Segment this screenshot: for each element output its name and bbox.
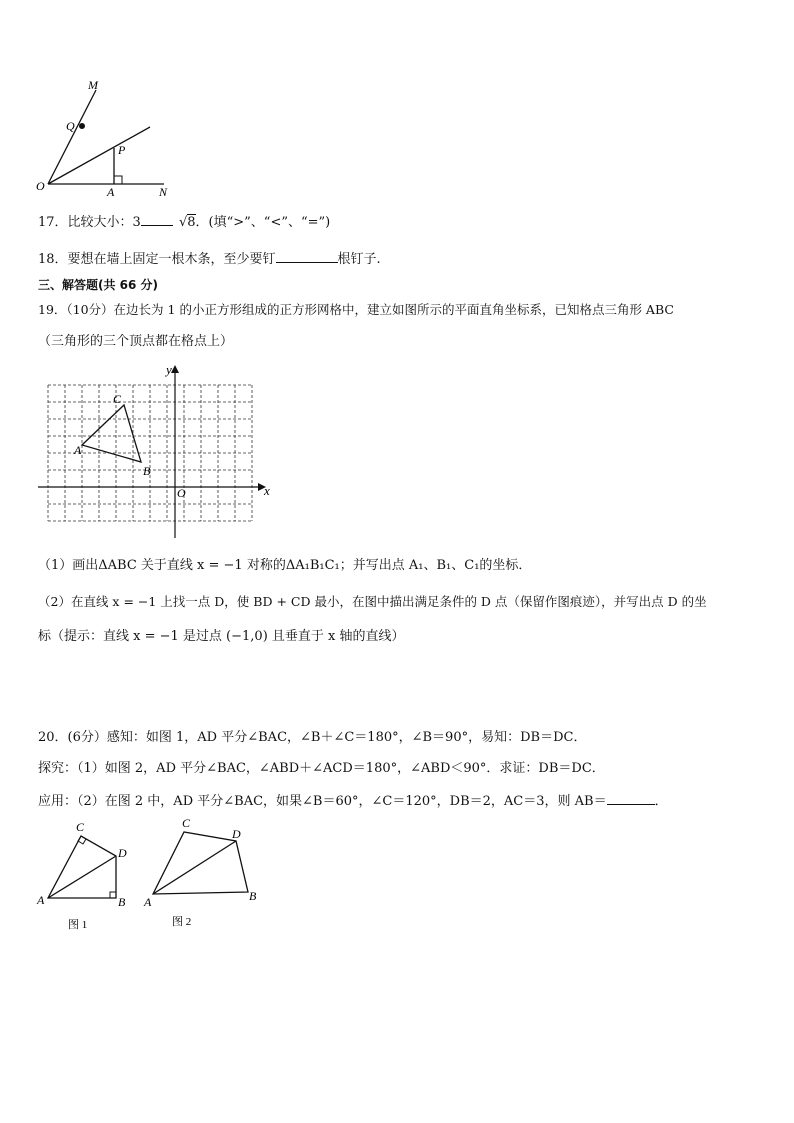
label-o: O	[36, 179, 45, 193]
figure-1	[34, 818, 134, 936]
coordinate-grid-figure	[36, 362, 276, 540]
y-axis-arrow	[171, 365, 179, 373]
q20-line1: 20．(6分）感知：如图 1，AD 平分∠BAC，∠B＋∠C＝180°，∠B＝90°，易知：DB＝DC．	[38, 730, 587, 745]
q20-line3-prefix: 应用：（2）在图 2 中，AD 平分∠BAC，如果∠B＝60°，∠C＝120°，DB＝2，AC＝3，则 AB＝	[38, 794, 607, 809]
q17-prefix: 17．比较大小：3	[38, 215, 141, 230]
label-q: Q	[66, 119, 75, 133]
label-y: y	[166, 362, 172, 377]
q19-line2: （三角形的三个顶点都在格点上）	[38, 334, 234, 349]
right-angle-b	[110, 892, 116, 898]
section-heading: 三、解答题(共 66 分)	[38, 278, 159, 292]
ray-op	[48, 127, 150, 184]
question-18	[38, 249, 381, 269]
label-m: M	[88, 78, 98, 92]
label-b: B	[143, 464, 151, 478]
label-x: x	[264, 483, 270, 498]
label-b: B	[249, 889, 257, 903]
q19-part2-line2: 标（提示：直线 x = −1 是过点 (−1,0) 且垂直于 x 轴的直线）	[38, 629, 405, 644]
label-d: D	[118, 846, 127, 860]
right-angle-mark	[114, 176, 122, 184]
q20-answer-blank[interactable]	[607, 791, 655, 805]
segment-ad	[48, 856, 116, 898]
q20-line3-suffix: ．	[654, 794, 668, 809]
q19-part1: （1）画出ΔABC 关于直线 x = −1 对称的ΔA₁B₁C₁；并写出点 A₁、B₁、C₁的坐标．	[38, 558, 532, 573]
q18-answer-blank[interactable]	[276, 249, 338, 263]
figure-2	[142, 814, 270, 934]
angle-figure	[34, 76, 184, 200]
q19-part2-line1: （2）在直线 x = −1 上找一点 D，使 BD + CD 最小，在图中描出满足条件的 D 点（保留作图痕迹），并写出点 D 的坐	[38, 594, 707, 609]
figure-2-caption: 图 2	[172, 916, 192, 928]
quadrilateral-acdb	[48, 836, 116, 898]
label-a: A	[74, 443, 82, 457]
label-c: C	[182, 816, 191, 830]
sqrt-sign: √	[178, 215, 188, 230]
label-a: A	[144, 895, 152, 909]
q19-line1: 19．（10分）在边长为 1 的小正方形组成的正方形网格中，建立如图所示的平面直角坐标系，已知格点三角形 ABC	[38, 302, 674, 317]
label-d: D	[232, 827, 241, 841]
q17-radicand: 8	[187, 215, 196, 230]
label-a: A	[107, 185, 115, 199]
label-c: C	[113, 392, 122, 406]
label-origin: O	[177, 486, 186, 500]
q20-line3	[38, 791, 668, 811]
label-a: A	[37, 893, 45, 907]
segment-ad	[153, 841, 236, 894]
q17-answer-blank[interactable]	[141, 212, 173, 226]
q18-suffix: 根钉子.	[337, 252, 381, 267]
label-n: N	[159, 185, 168, 199]
q20-line2: 探究：（1）如图 2，AD 平分∠BAC，∠ABD＋∠ACD＝180°，∠ABD＜90°．求证：DB＝DC．	[38, 761, 605, 776]
q18-prefix: 18．要想在墙上固定一根木条，至少要钉	[38, 252, 276, 267]
question-17	[38, 212, 330, 232]
triangle-abc	[82, 405, 141, 462]
figure-1-caption: 图 1	[68, 919, 88, 931]
q17-suffix: ．(填“>”、“<”、“=”)	[195, 215, 331, 230]
label-p: P	[118, 143, 126, 157]
label-c: C	[76, 820, 85, 834]
point-q	[79, 123, 85, 129]
label-b: B	[118, 895, 126, 909]
